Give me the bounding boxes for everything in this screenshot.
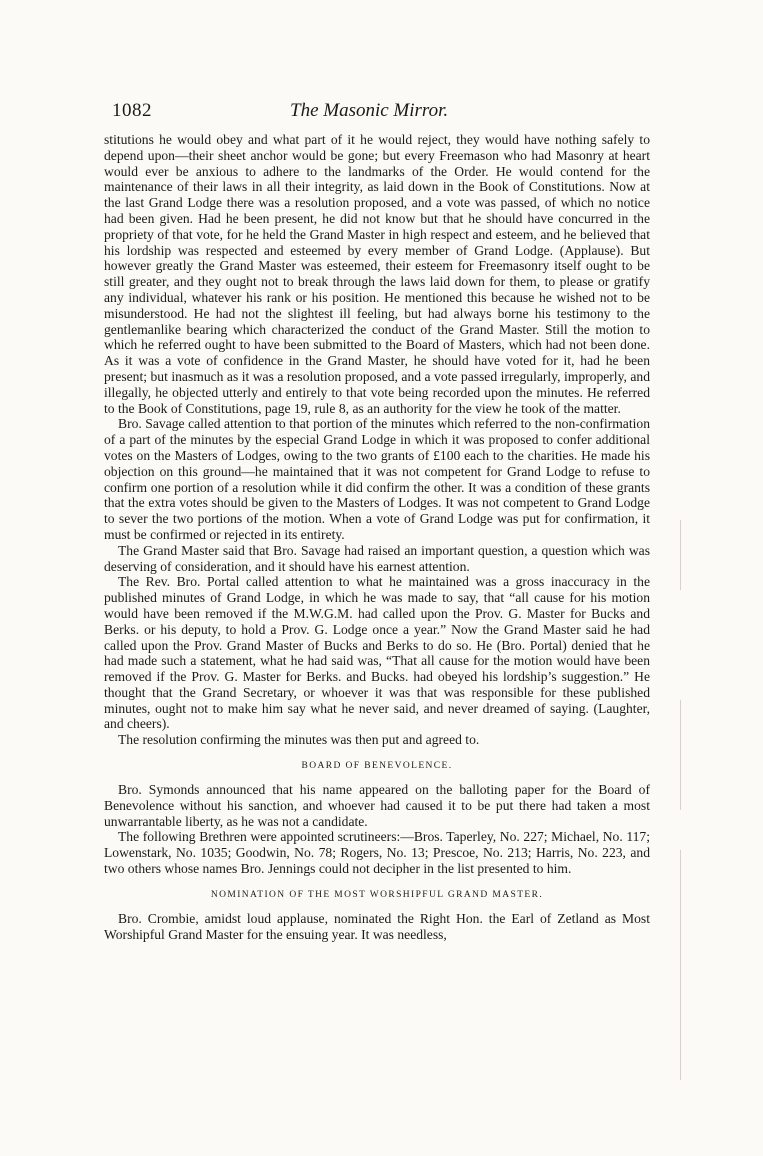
paragraph: Bro. Savage called attention to that portion of the minutes which referred to the non-confirmation of a part of the minutes by the especial Grand Lodge in which it was proposed to confer additional votes on the Masters of Lodges, owing to the two grants of £100 each to the charities. He made his objection on this ground—he maintained that it was not competent for Grand Lodge to refuse to confirm one portion of a resolution while it did confirm the other. It was a condition of these grants that the extra votes should be given to the Masters of Lodges. It was not competent to Grand Lodge to sever the two portions of the motion. When a vote of Grand Lodge was put for confirmation, it must be confirmed or rejected in its entirety. bbox=[104, 416, 650, 542]
page-edge-mark bbox=[680, 700, 681, 810]
paragraph: Bro. Crombie, amidst loud applause, nominated the Right Hon. the Earl of Zetland as Most Worshipful Grand Master for the ensuing year. It was needless, bbox=[104, 910, 650, 942]
paragraph: The Grand Master said that Bro. Savage had raised an important question, a question which was deserving of consideration, and it should have his earnest attention. bbox=[104, 542, 650, 574]
running-title: The Masonic Mirror. bbox=[290, 100, 449, 121]
section-heading-nomination: NOMINATION OF THE MOST WORSHIPFUL GRAND MASTER. bbox=[210, 889, 544, 900]
paragraph: The Rev. Bro. Portal called attention to what he maintained was a gross inaccuracy in the published minutes of Grand Lodge, in which he was made to say, that “all cause for his motion would have been removed if the M.W.G.M. had called upon the Prov. G. Master for Bucks and Berks. or his deputy, to hold a Prov. G. Lodge once a year.” Now the Grand Master said he had called upon the Prov. Grand Master of Bucks and Berks to do so. He (Bro. Portal) denied that he had made such a statement, what he had said was, “That all cause for the motion would have been removed if the Prov. G. Master for Berks. and Bucks. had obeyed his lordship’s suggestion.” He thought that the Grand Secretary, or whoever it was that was responsible for these published minutes, ought not to make him say what he never said, and never dreamed of saying. (Laughter, and cheers). bbox=[104, 574, 650, 732]
section-heading-benevolence: BOARD OF BENEVOLENCE. bbox=[301, 761, 453, 772]
page-header bbox=[112, 100, 652, 124]
paragraph: The resolution confirming the minutes was then put and agreed to. bbox=[118, 732, 480, 748]
paragraph: Bro. Symonds announced that his name appeared on the balloting paper for the Board of Benevolence without his sanction, and whoever had caused it to be put there had taken a most unwarrantable liberty, as he was not a candidate. bbox=[104, 782, 650, 829]
page-edge-mark bbox=[680, 520, 681, 590]
page-number: 1082 bbox=[112, 100, 152, 121]
paragraph: The following Brethren were appointed scrutineers:—Bros. Taperley, No. 227; Michael, No. 117; Lowenstark, No. 1035; Goodwin, No. 78; Rogers, No. 13; Prescoe, No. 213; Harris, No. 223, and two others whose names Bro. Jennings could not decipher in the list presented to him. bbox=[104, 829, 650, 877]
article-body bbox=[104, 132, 650, 942]
page-edge-mark bbox=[680, 850, 681, 1080]
paragraph: stitutions he would obey and what part of it he would reject, they would have nothing safely to depend upon—their sheet anchor would be gone; but every Freemason who had Masonry at heart would ever be anxious to adhere to the landmarks of the Order. He would contend for the maintenance of their laws in all their integrity, as laid down in the Book of Constitutions. Now at the last Grand Lodge there was a resolution proposed, and a vote was passed, of which no notice had been given. Had he been present, he did not know but that he should have concurred in the propriety of that vote, for he held the Grand Master in high respect and esteem, and he believed that his lordship was respected and esteemed by every member of Grand Lodge. (Applause). But however greatly the Grand Master was esteemed, their esteem for Freemasonry itself ought to be still greater, and they ought not to break through the laws laid down for them, to please or gratify any individual, whatever his rank or his position. He mentioned this because he wished not to be misunderstood. He had not the slightest ill feeling, but had always borne his testimony to the gentlemanlike bearing which characterized the conduct of the Grand Master. Still the motion to which he referred ought to have been submitted to the Board of Masters, which had not been done. As it was a vote of confidence in the Grand Master, he should have voted for it, had he been present; but inasmuch as it was a resolution proposed, and a vote passed irregularly, improperly, and illegally, he objected utterly and entirely to that vote being recorded upon the minutes. He referred to the Book of Constitutions, page 19, rule 8, as an authority for the view he took of the matter. bbox=[104, 132, 650, 416]
